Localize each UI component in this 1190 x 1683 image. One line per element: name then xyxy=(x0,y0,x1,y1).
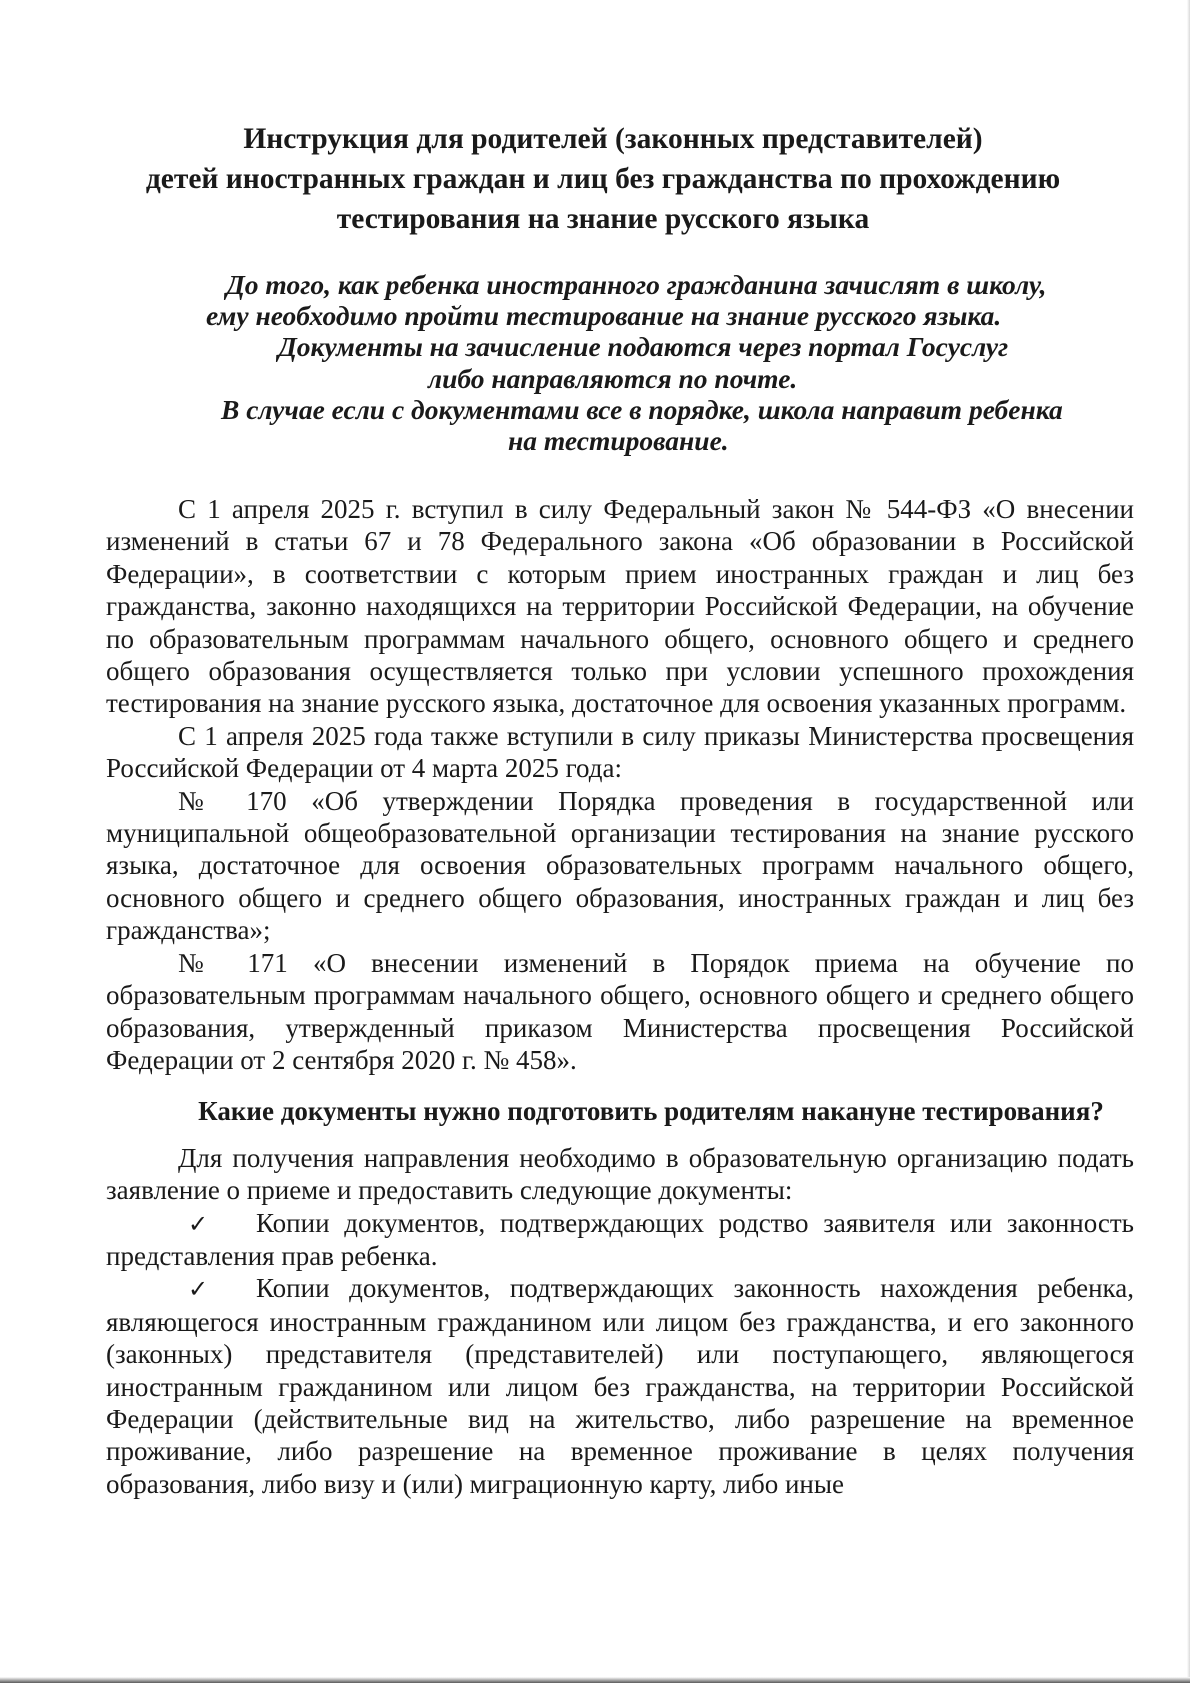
list-item-residence-docs xyxy=(106,1272,1134,1500)
list-item-text: Копии документов, подтверждающих родство заявителя или законность представления прав ребенка. xyxy=(106,1207,1134,1271)
title-line-1: Инструкция для родителей (законных представителей) xyxy=(243,123,983,155)
paragraph-order-171: № 171 «О внесении изменений в Порядок приема на обучение по образовательным программам начального общего, основного общего и среднего общего образования, утвержденный приказом Министерства просвещения Российской Федерации от 2 сентября 2020 г. № 458». xyxy=(106,947,1134,1075)
section-heading: Какие документы нужно подготовить родителям накануне тестирования? xyxy=(198,1096,1104,1127)
intro-line-4: либо направляются по почте. xyxy=(428,362,798,394)
intro-line-6: на тестирование. xyxy=(508,425,729,457)
intro-line-1: До того, как ребенка иностранного гражданина зачислят в школу, xyxy=(226,269,1047,300)
paragraph-orders-intro: С 1 апреля 2025 года также вступили в силу приказы Министерства просвещения Российской Федерации от 4 марта 2025 года: xyxy=(106,720,1134,784)
list-item-kinship-docs xyxy=(106,1207,1134,1273)
paragraph-law-544: С 1 апреля 2025 г. вступил в силу Федеральный закон № 544-ФЗ «О внесении изменений в статьи 67 и 78 Федерального закона «Об образовании в Российской Федерации», в соответствии с которым прием иностранных граждан и лиц без гражданства, законно находящихся на территории Российской Федерации, на обучение по образовательным программам начального общего, основного общего и среднего общего образования осуществляется только при условии успешного прохождения тестирования на знание русского языка, достаточное для освоения указанных программ. xyxy=(106,494,1134,719)
document-title xyxy=(0,119,1190,239)
document-body xyxy=(106,493,1134,1500)
list-item-text: Копии документов, подтверждающих законность нахождения ребенка, являющегося иностранным гражданином или лицом без гражданства, и его законного (законных) представителя (представителей) или поступающего, являющегося иностранным гражданином или лицом без гражданства, на территории Российской Федерации (действительные вид на жительство, либо разрешение на временное проживание, либо разрешение на временное проживание в целях получения образования, либо визу и (или) миграционную карту, либо иные xyxy=(106,1273,1134,1499)
title-line-3: тестирования на знание русского языка xyxy=(336,203,870,235)
title-line-2: детей иностранных граждан и лиц без гражданства по прохождению xyxy=(145,163,1061,195)
paragraph-order-170: № 170 «Об утверждении Порядка проведения в государственной или муниципальной общеобразовательной организации тестирования на знание русского языка, достаточное для освоения образовательных программ начального общего, основного общего и среднего общего образования, иностранных граждан и лиц без гражданства»; xyxy=(106,785,1134,946)
scan-edge xyxy=(0,1677,1190,1683)
checkmark-icon: ✓ xyxy=(188,1209,209,1238)
paragraph-documents-intro: Для получения направления необходимо в образовательную организацию подать заявление о приеме и предоставить следующие документы: xyxy=(106,1142,1134,1206)
checkmark-icon: ✓ xyxy=(188,1275,209,1304)
intro-line-3: Документы на зачисление подаются через портал Госуслуг xyxy=(278,331,1009,363)
intro-line-5: В случае если с документами все в порядке, школа направит ребенка xyxy=(221,393,1063,425)
intro-block xyxy=(0,269,1190,456)
intro-line-2: ему необходимо пройти тестирование на знание русского языка. xyxy=(206,300,1002,332)
